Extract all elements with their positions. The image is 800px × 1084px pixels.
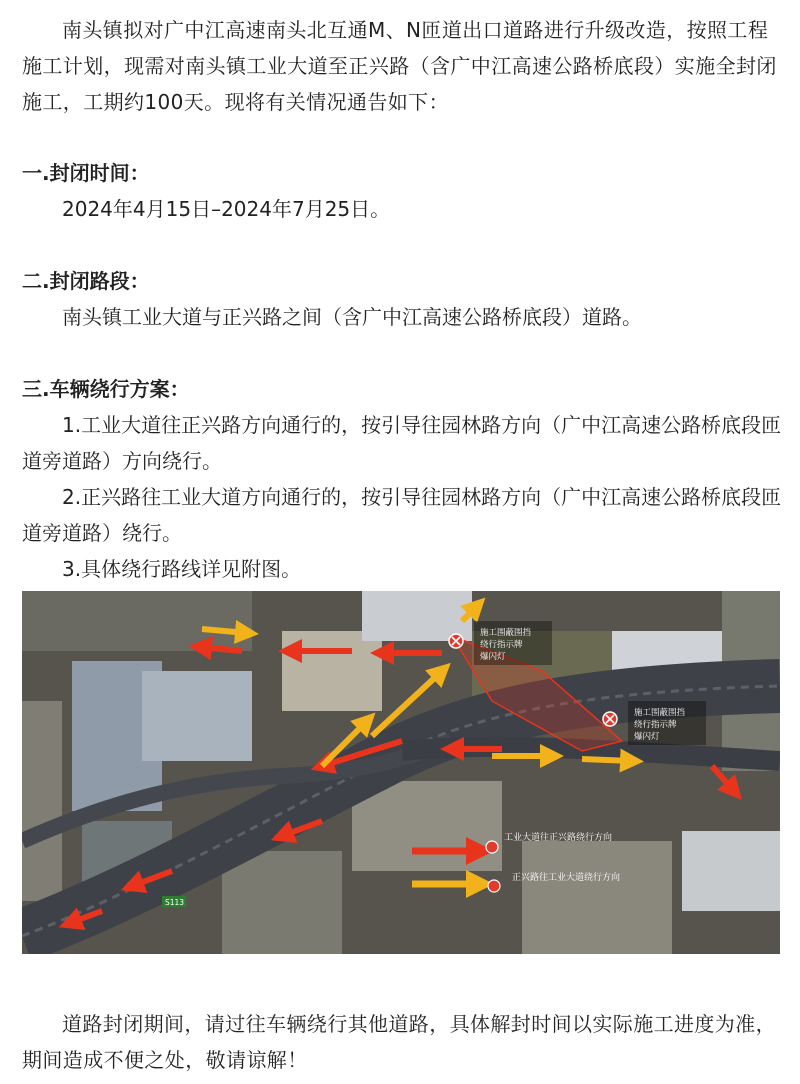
marker-2-line-1: 施工围蔽围挡 bbox=[634, 708, 686, 718]
intro-paragraph: 南头镇拟对广中江高速南头北互通M、N匝道出口道路进行升级改造，按照工程施工计划，现需对南头镇工业大道至正兴路（含广中江高速公路桥底段）实施全封闭施工，工期约100天。现将有关情况通告如下： bbox=[22, 18, 777, 114]
marker-1-line-3: 爆闪灯 bbox=[480, 652, 506, 662]
detour-item-3: 3.具体绕行路线详见附图。 bbox=[62, 557, 302, 581]
legend-yellow-label: 正兴路往工业大道绕行方向 bbox=[512, 873, 621, 883]
marker-2-line-3: 爆闪灯 bbox=[634, 732, 660, 742]
road-badge: S113 bbox=[165, 898, 185, 907]
closure-road-text: 南头镇工业大道与正兴路之间（含广中江高速公路桥底段）道路。 bbox=[62, 305, 642, 329]
closing-paragraph: 道路封闭期间，请过往车辆绕行其他道路，具体解封时间以实际施工进度为准，期间造成不便之处，敬请谅解！ bbox=[22, 1012, 776, 1072]
legend-red-label: 工业大道往正兴路绕行方向 bbox=[504, 833, 613, 843]
detour-item-2: 2.正兴路往工业大道方向通行的，按引导往园林路方向（广中江高速公路桥底段匝道旁道路）绕行。 bbox=[22, 485, 782, 545]
detour-item-1: 1.工业大道往正兴路方向通行的，按引导往园林路方向（广中江高速公路桥底段匝道旁道路）方向绕行。 bbox=[22, 413, 782, 473]
marker-2-line-2: 绕行指示牌 bbox=[634, 720, 677, 730]
marker-1-line-1: 施工围蔽围挡 bbox=[480, 628, 532, 638]
section-heading-time: 一.封闭时间： bbox=[22, 161, 150, 185]
closure-time-text: 2024年4月15日–2024年7月25日。 bbox=[62, 197, 391, 221]
detour-map-image bbox=[22, 591, 780, 954]
marker-1-line-2: 绕行指示牌 bbox=[480, 640, 523, 650]
section-heading-detour: 三.车辆绕行方案： bbox=[22, 377, 190, 401]
section-heading-road: 二.封闭路段： bbox=[22, 269, 150, 293]
